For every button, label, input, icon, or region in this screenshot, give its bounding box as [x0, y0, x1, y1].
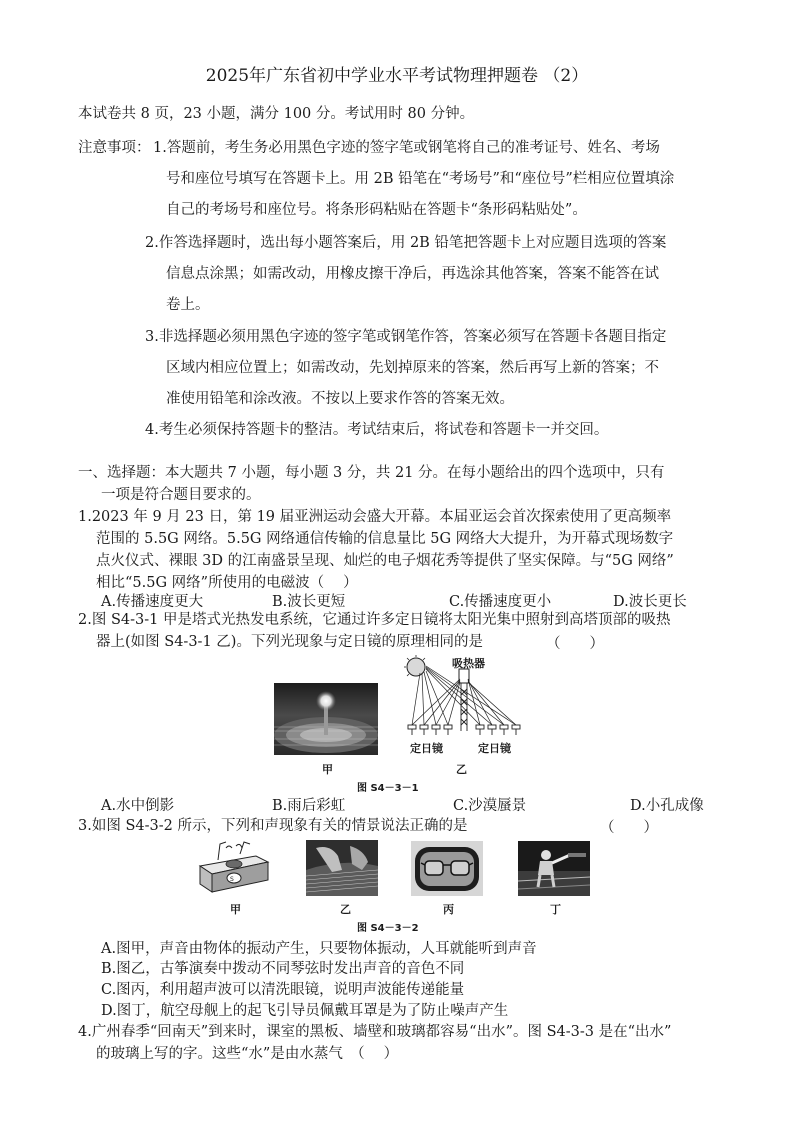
- q4-line-2: 的玻璃上写的字。这些“水”是由水蒸气 （ ）: [96, 1046, 399, 1062]
- fig2-label-jia: 甲: [230, 903, 241, 916]
- heliostat-label-right: 定日镜: [478, 742, 511, 755]
- note-3-line-1: 3.非选择题必须用黑色字迹的签字笔或钢笔作答，答案必须写在答题卡各题目指定: [145, 329, 667, 345]
- q1-line-3: 点火仪式、裸眼 3D 的江南盛景呈现、灿烂的电子烟花秀等提供了坚实保障。与“5G 网络”: [96, 553, 674, 569]
- absorber-label: 吸热器: [452, 657, 485, 670]
- solar-tower-photo: [274, 683, 378, 755]
- q2-line-1: 2.图 S4-3-1 甲是塔式光热发电系统，它通过许多定日镜将太阳光集中照射到高塔顶部的吸热: [78, 612, 671, 628]
- fig2-label-yi: 乙: [340, 903, 351, 916]
- q3-option-b: B.图乙，古筝演奏中拨动不同琴弦时发出声音的音色不同: [101, 961, 465, 977]
- note-4-line-1: 4.考生必须保持答题卡的整洁。考试结束后，将试卷和答题卡一并交回。: [145, 422, 609, 438]
- page-title: 2025年广东省初中学业水平考试物理押题卷 （2）: [205, 66, 589, 86]
- svg-text:S: S: [230, 876, 234, 883]
- note-1-line-2: 号和座位号填写在答题卡上。用 2B 铅笔在“考场号”和“座位号”栏相应位置填涂: [166, 171, 675, 187]
- section-1-line-2: 一项是符合题目要求的。: [101, 487, 261, 503]
- q3-answer-paren: （ ）: [600, 820, 658, 836]
- note-2-line-3: 卷上。: [166, 297, 210, 313]
- fig2-label-ding: 丁: [550, 903, 561, 916]
- section-1-line-1: 一、选择题：本大题共 7 小题，每小题 3 分，共 21 分。在每小题给出的四个选项中，只有: [78, 465, 665, 481]
- q2-option-c: C.沙漠蜃景: [453, 798, 527, 814]
- q1-option-b: B.波长更短: [272, 594, 346, 610]
- q1-line-1: 1.2023 年 9 月 23 日，第 19 届亚洲运动会盛大开幕。本届亚运会首次探索使用了更高频率: [78, 509, 672, 525]
- q2-answer-paren: （ ）: [546, 636, 604, 652]
- q2-line-2: 器上(如图 S4-3-1 乙)。下列光现象与定日镜的原理相同的是: [96, 634, 483, 650]
- q3-option-c: C.图丙，利用超声波可以清洗眼镜，说明声波能传递能量: [101, 982, 465, 998]
- note-3-line-3: 准使用铅笔和涂改液。不按以上要求作答的答案无效。: [166, 391, 514, 407]
- vibration-box-image: [196, 840, 272, 896]
- q1-line-4: 相比“5.5G 网络”所使用的电磁波（ ）: [96, 575, 358, 591]
- q4-line-1: 4.广州春季“回南天”到来时，课室的黑板、墙壁和玻璃都容易“出水”。图 S4-3-3 是在“出水”: [78, 1024, 672, 1040]
- q3-line-1: 3.如图 S4-3-2 所示，下列和声现象有关的情景说法正确的是: [78, 818, 468, 834]
- q1-line-2: 范围的 5.5G 网络。5.5G 网络通信传输的信息量比 5G 网络大大提升，为开幕式现场数字: [96, 531, 674, 547]
- note-1-line-1: 1.答题前，考生务必用黑色字迹的签字笔或钢笔将自己的准考证号、姓名、考场: [153, 140, 660, 156]
- q1-option-d: D.波长更长: [613, 594, 687, 610]
- note-3-line-2: 区域内相应位置上；如需改动，先划掉原来的答案，然后再写上新的答案；不: [166, 360, 659, 376]
- ultrasonic-glasses-cleaner-image: [411, 841, 483, 896]
- q3-option-d: D.图丁，航空母舰上的起飞引导员佩戴耳罩是为了防止噪声产生: [101, 1003, 509, 1019]
- q1-option-c: C.传播速度更小: [449, 594, 552, 610]
- heliostat-label-left: 定日镜: [410, 742, 443, 755]
- fig1-label-jia: 甲: [322, 763, 333, 776]
- fig1-caption: 图 S4－3－1: [357, 783, 419, 794]
- note-1-line-3: 自己的考场号和座位号。将条形码粘贴在答题卡“条形码粘贴处”。: [166, 202, 587, 218]
- notes-heading: 注意事项：: [78, 140, 151, 156]
- fig1-label-yi: 乙: [456, 763, 467, 776]
- carrier-deck-crew-image: [518, 841, 590, 896]
- q3-option-a: A.图甲，声音由物体的振动产生，只要物体振动，人耳就能听到声音: [101, 941, 537, 957]
- note-2-line-1: 2.作答选择题时，选出每小题答案后，用 2B 铅笔把答题卡上对应题目选项的答案: [145, 235, 667, 251]
- q2-option-b: B.雨后彩虹: [272, 798, 346, 814]
- q1-option-a: A.传播速度更大: [101, 594, 204, 610]
- fig2-label-bing: 丙: [443, 903, 454, 916]
- note-2-line-2: 信息点涂黑；如需改动，用橡皮擦干净后，再选涂其他答案，答案不能答在试: [166, 266, 659, 282]
- fig2-caption: 图 S4－3－2: [357, 923, 419, 934]
- q2-option-a: A.水中倒影: [101, 798, 175, 814]
- guzheng-image: [306, 840, 378, 896]
- intro-text: 本试卷共 8 页，23 小题，满分 100 分。考试用时 80 分钟。: [78, 106, 475, 122]
- q2-option-d: D.小孔成像: [630, 798, 704, 814]
